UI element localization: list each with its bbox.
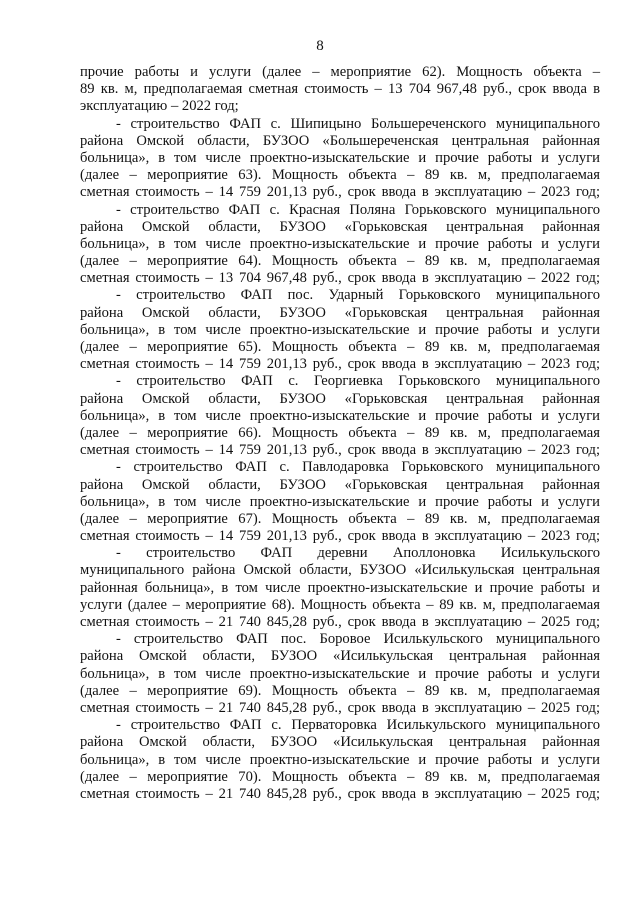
text-line: района Омской области, БУЗОО «Горьковская центральная районная [80, 304, 600, 321]
text-line: района Омской области, БУЗОО «Исилькульская центральная районная [80, 648, 600, 665]
text-line: сметная стоимость – 14 759 201,13 руб., срок ввода в эксплуатацию – 2023 год; [80, 184, 600, 201]
text-line: - строительство ФАП с. Красная Поляна Горьковского муниципального [116, 201, 600, 218]
text-line: сметная стоимость – 21 740 845,28 руб., срок ввода в эксплуатацию – 2025 год; [80, 785, 600, 802]
text-line: больница», в том числе проектно-изыскательские и прочие работы и услуги [80, 407, 600, 424]
text-line: больница», в том числе проектно-изыскательские и прочие работы и услуги [80, 235, 600, 252]
text-line: (далее – мероприятие 67). Мощность объекта – 89 кв. м, предполагаемая [80, 510, 600, 527]
text-line: больница», в том числе проектно-изыскательские и прочие работы и услуги [80, 149, 600, 166]
text-line: районная больница», в том числе проектно-изыскательские и прочие работы и [80, 579, 600, 596]
text-line: района Омской области, БУЗОО «Горьковская центральная районная [80, 476, 600, 493]
page-number: 8 [316, 38, 324, 54]
text-line: больница», в том числе проектно-изыскательские и прочие работы и услуги [80, 665, 600, 682]
text-line: больница», в том числе проектно-изыскательские и прочие работы и услуги [80, 493, 600, 510]
text-line: (далее – мероприятие 65). Мощность объекта – 89 кв. м, предполагаемая [80, 339, 600, 355]
text-line: прочие работы и услуги (далее – мероприятие 62). Мощность объекта – [80, 64, 600, 80]
text-line: сметная стоимость – 14 759 201,13 руб., срок ввода в эксплуатацию – 2023 год; [80, 442, 600, 459]
text-line: района Омской области, БУЗОО «Большереченская центральная районная [80, 132, 600, 149]
text-line: - строительство ФАП с. Павлодаровка Горьковского муниципального [116, 459, 600, 476]
text-line: муниципального района Омской области, БУЗОО «Исилькульская центральная [80, 562, 600, 579]
text-line: услуги (далее – мероприятие 68). Мощность объекта – 89 кв. м, предполагаемая [80, 596, 600, 613]
text-line: 89 кв. м, предполагаемая сметная стоимость – 13 704 967,48 руб., срок ввода в [80, 81, 600, 98]
text-line: больница», в том числе проектно-изыскательские и прочие работы и услуги [80, 751, 600, 768]
text-line: района Омской области, БУЗОО «Горьковская центральная районная [80, 218, 600, 235]
text-line: - строительство ФАП с. Перваторовка Исилькульского муниципального [116, 717, 600, 734]
text-line: района Омской области, БУЗОО «Исилькульская центральная районная [80, 734, 600, 751]
text-line: (далее – мероприятие 70). Мощность объекта – 89 кв. м, предполагаемая [80, 768, 600, 785]
text-line: больница», в том числе проектно-изыскательские и прочие работы и услуги [80, 321, 600, 338]
text-line: сметная стоимость – 21 740 845,28 руб., срок ввода в эксплуатацию – 2025 год; [80, 699, 600, 716]
document-body [80, 64, 600, 803]
text-line: сметная стоимость – 14 759 201,13 руб., срок ввода в эксплуатацию – 2023 год; [80, 528, 600, 545]
text-line: эксплуатацию – 2022 год; [80, 98, 239, 115]
text-line: (далее – мероприятие 64). Мощность объекта – 89 кв. м, предполагаемая [80, 253, 600, 270]
text-line: - строительство ФАП с. Шипицыно Большереченского муниципального [116, 115, 600, 132]
text-line: сметная стоимость – 21 740 845,28 руб., срок ввода в эксплуатацию – 2025 год; [80, 614, 600, 630]
text-line: - строительство ФАП деревни Аполлоновка Исилькульского [116, 545, 600, 562]
text-line: (далее – мероприятие 66). Мощность объекта – 89 кв. м, предполагаемая [80, 424, 600, 441]
text-line: сметная стоимость – 14 759 201,13 руб., срок ввода в эксплуатацию – 2023 год; [80, 356, 600, 373]
text-line: сметная стоимость – 13 704 967,48 руб., срок ввода в эксплуатацию – 2022 год; [80, 270, 600, 287]
text-line: - строительство ФАП пос. Боровое Исилькульского муниципального [116, 631, 600, 648]
text-line: района Омской области, БУЗОО «Горьковская центральная районная [80, 390, 600, 407]
text-line: - строительство ФАП с. Георгиевка Горьковского муниципального [116, 373, 600, 390]
text-line: (далее – мероприятие 69). Мощность объекта – 89 кв. м, предполагаемая [80, 682, 600, 699]
text-line: - строительство ФАП пос. Ударный Горьковского муниципального [116, 287, 600, 304]
text-line: (далее – мероприятие 63). Мощность объекта – 89 кв. м, предполагаемая [80, 167, 600, 184]
